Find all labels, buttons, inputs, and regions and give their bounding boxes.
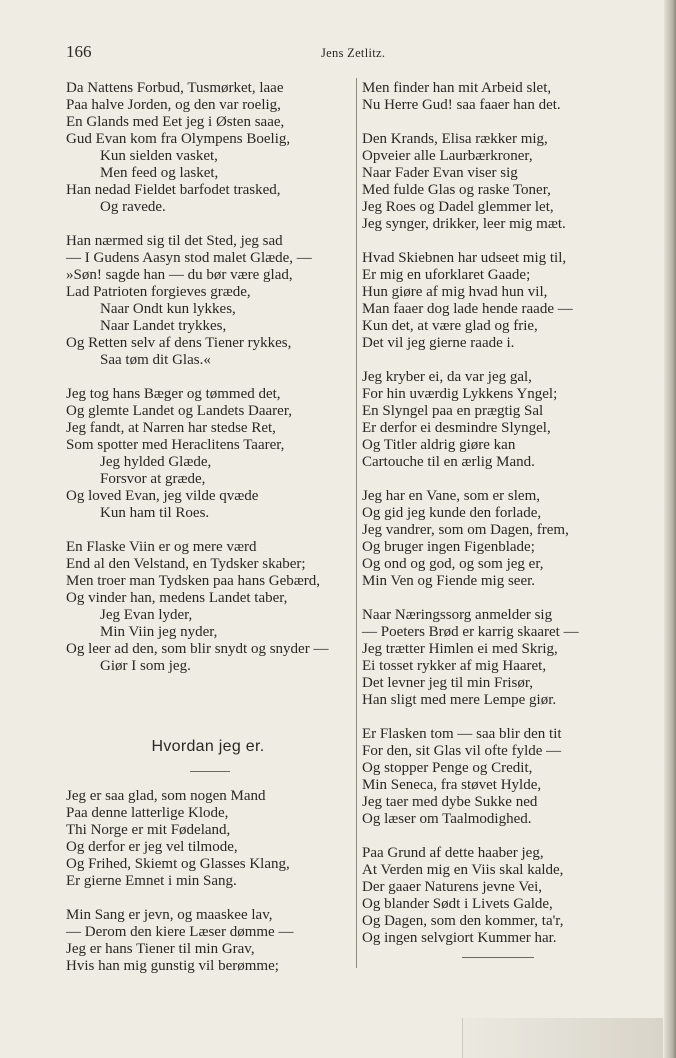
verse-line: En Slyngel paa en prægtig Sal bbox=[362, 403, 544, 419]
verse-line: Og Titler aldrig giøre kan bbox=[362, 437, 516, 453]
verse-line: Jeg taer med dybe Sukke ned bbox=[362, 794, 538, 810]
verse-line: Naar Ondt kun lykkes, bbox=[100, 301, 236, 317]
verse-line: — I Gudens Aasyn stod malet Glæde, — bbox=[66, 250, 312, 266]
verse-line: End al den Velstand, en Tydsker skaber; bbox=[66, 556, 306, 572]
verse-line: Og ond og god, og som jeg er, bbox=[362, 556, 544, 572]
stanza bbox=[66, 788, 350, 890]
stanza bbox=[362, 369, 632, 471]
verse-line: For hin uværdig Lykkens Yngel; bbox=[362, 386, 558, 402]
verse-line: At Verden mig en Viis skal kalde, bbox=[362, 862, 564, 878]
verse-line: Og bruger ingen Figenblade; bbox=[362, 539, 535, 555]
running-head: Jens Zetlitz. bbox=[321, 46, 386, 60]
end-rule bbox=[462, 957, 534, 958]
verse-line: Gud Evan kom fra Olympens Boelig, bbox=[66, 131, 291, 147]
verse-line: Jeg Roes og Dadel glemmer let, bbox=[362, 199, 554, 215]
verse-line: — Poeters Brød er karrig skaaret — bbox=[362, 624, 579, 640]
verse-line: Cartouche til en ærlig Mand. bbox=[362, 454, 535, 470]
verse-line: Og læser om Taalmodighed. bbox=[362, 811, 532, 827]
stanza bbox=[362, 250, 632, 352]
verse-line: Og stopper Penge og Credit, bbox=[362, 760, 533, 776]
page-edge bbox=[664, 0, 676, 1058]
verse-line: Hvis han mig gunstig vil berømme; bbox=[66, 958, 279, 974]
verse-line: Jeg kryber ei, da var jeg gal, bbox=[362, 369, 532, 385]
verse-line: Og gid jeg kunde den forlade, bbox=[362, 505, 542, 521]
verse-line: Jeg har en Vane, som er slem, bbox=[362, 488, 541, 504]
verse-line: Er Flasken tom — saa blir den tit bbox=[362, 726, 562, 742]
verse-line: »Søn! sagde han — du bør være glad, bbox=[66, 267, 293, 283]
stanza bbox=[362, 726, 632, 828]
verse-line: Og loved Evan, jeg vilde qvæde bbox=[66, 488, 259, 504]
verse-line: Forsvor at græde, bbox=[100, 471, 206, 487]
verse-line: Og Dagen, som den kommer, ta'r, bbox=[362, 913, 564, 929]
verse-line: Men finder han mit Arbeid slet, bbox=[362, 80, 552, 96]
verse-line: En Glands med Eet jeg i Østen saae, bbox=[66, 114, 285, 130]
verse-line: Og leer ad den, som blir snydt og snyder — bbox=[66, 641, 329, 657]
verse-line: Er derfor ei desmindre Slyngel, bbox=[362, 420, 551, 436]
verse-line: Men feed og lasket, bbox=[100, 165, 219, 181]
verse-line: Thi Norge er mit Fødeland, bbox=[66, 822, 231, 838]
verse-line: Nu Herre Gud! saa faaer han det. bbox=[362, 97, 561, 113]
poem-title: Hvordan jeg er. bbox=[151, 738, 265, 755]
verse-line: Og vinder han, medens Landet taber, bbox=[66, 590, 288, 606]
verse-line: Man faaer dog lade hende raade — bbox=[362, 301, 573, 317]
verse-line: Ei tosset rykker af mig Haaret, bbox=[362, 658, 547, 674]
verse-line: Og ingen selvgiort Kummer har. bbox=[362, 930, 557, 946]
stanza bbox=[362, 80, 632, 114]
verse-line: Opveier alle Laurbærkroner, bbox=[362, 148, 533, 164]
stanza bbox=[362, 845, 632, 947]
verse-line: Paa halve Jorden, og den var roelig, bbox=[66, 97, 281, 113]
verse-line: Er mig en uforklaret Gaade; bbox=[362, 267, 531, 283]
verse-line: Jeg er hans Tiener til min Grav, bbox=[66, 941, 255, 957]
verse-line: Jeg er saa glad, som nogen Mand bbox=[66, 788, 266, 804]
verse-line: Lad Patrioten forgieves græde, bbox=[66, 284, 251, 300]
verse-line: Det levner jeg til min Frisør, bbox=[362, 675, 534, 691]
verse-line: Saa tøm dit Glas.« bbox=[100, 352, 211, 368]
verse-line: Paa Grund af dette haaber jeg, bbox=[362, 845, 544, 861]
verse-line: Paa denne latterlige Klode, bbox=[66, 805, 229, 821]
verse-line: Naar Landet trykkes, bbox=[100, 318, 227, 334]
column-rule bbox=[356, 78, 357, 968]
stanza bbox=[362, 488, 632, 590]
verse-line: Er gierne Emnet i min Sang. bbox=[66, 873, 237, 889]
verse-line: Da Nattens Forbud, Tusmørket, laae bbox=[66, 80, 284, 96]
verse-line: Jeg tog hans Bæger og tømmed det, bbox=[66, 386, 281, 402]
verse-line: Jeg synger, drikker, leer mig mæt. bbox=[362, 216, 566, 232]
verse-line: En Flaske Viin er og mere værd bbox=[66, 539, 257, 555]
verse-line: Naar Fader Evan viser sig bbox=[362, 165, 518, 181]
stanza bbox=[66, 539, 350, 675]
verse-line: Jeg trætter Himlen ei med Skrig, bbox=[362, 641, 558, 657]
verse-line: Og ravede. bbox=[100, 199, 166, 215]
stanza bbox=[66, 907, 350, 975]
verse-line: Min Ven og Fiende mig seer. bbox=[362, 573, 536, 589]
verse-line: Jeg fandt, at Narren har stedse Ret, bbox=[66, 420, 276, 436]
verse-line: Kun det, at være glad og frie, bbox=[362, 318, 538, 334]
verse-line: Med fulde Glas og raske Toner, bbox=[362, 182, 551, 198]
verse-line: Som spotter med Heraclitens Taarer, bbox=[66, 437, 285, 453]
verse-line: Det vil jeg gierne raade i. bbox=[362, 335, 515, 351]
stanza bbox=[362, 131, 632, 233]
verse-line: Han nedad Fieldet barfodet trasked, bbox=[66, 182, 281, 198]
verse-line: — Derom den kiere Læser dømme — bbox=[66, 924, 294, 940]
left-column bbox=[66, 80, 350, 692]
verse-line: Hvad Skiebnen har udseet mig til, bbox=[362, 250, 567, 266]
stanza bbox=[362, 607, 632, 709]
verse-line: Den Krands, Elisa rækker mig, bbox=[362, 131, 548, 147]
verse-line: Min Seneca, fra støvet Hylde, bbox=[362, 777, 542, 793]
verse-line: Og Frihed, Skiemt og Glasses Klang, bbox=[66, 856, 290, 872]
verse-line: Og blander Sødt i Livets Galde, bbox=[362, 896, 553, 912]
left-bottom-column bbox=[66, 788, 350, 992]
right-column bbox=[362, 80, 632, 964]
title-rule bbox=[190, 771, 230, 772]
verse-line: Jeg vandrer, som om Dagen, frem, bbox=[362, 522, 569, 538]
verse-line: Jeg hylded Glæde, bbox=[100, 454, 212, 470]
verse-line: Og derfor er jeg vel tilmode, bbox=[66, 839, 238, 855]
verse-line: Jeg Evan lyder, bbox=[100, 607, 193, 623]
stanza bbox=[66, 80, 350, 216]
stanza bbox=[66, 233, 350, 369]
verse-line: Han sligt med mere Lempe giør. bbox=[362, 692, 557, 708]
verse-line: Der gaaer Naturens jevne Vei, bbox=[362, 879, 543, 895]
verse-line: Kun ham til Roes. bbox=[100, 505, 210, 521]
verse-line: Han nærmed sig til det Sted, jeg sad bbox=[66, 233, 283, 249]
verse-line: Kun sielden vasket, bbox=[100, 148, 218, 164]
verse-line: Min Viin jeg nyder, bbox=[100, 624, 218, 640]
stanza bbox=[66, 386, 350, 522]
verse-line: Hun giøre af mig hvad hun vil, bbox=[362, 284, 548, 300]
verse-line: Men troer man Tydsken paa hans Gebærd, bbox=[66, 573, 321, 589]
verse-line: Og glemte Landet og Landets Daarer, bbox=[66, 403, 292, 419]
verse-line: Og Retten selv af dens Tiener rykkes, bbox=[66, 335, 292, 351]
verse-line: Giør I som jeg. bbox=[100, 658, 191, 674]
page-number: 166 bbox=[66, 42, 92, 61]
scan-shadow bbox=[462, 1018, 663, 1058]
verse-line: Min Sang er jevn, og maaskee lav, bbox=[66, 907, 273, 923]
verse-line: For den, sit Glas vil ofte fylde — bbox=[362, 743, 562, 759]
verse-line: Naar Næringssorg anmelder sig bbox=[362, 607, 553, 623]
